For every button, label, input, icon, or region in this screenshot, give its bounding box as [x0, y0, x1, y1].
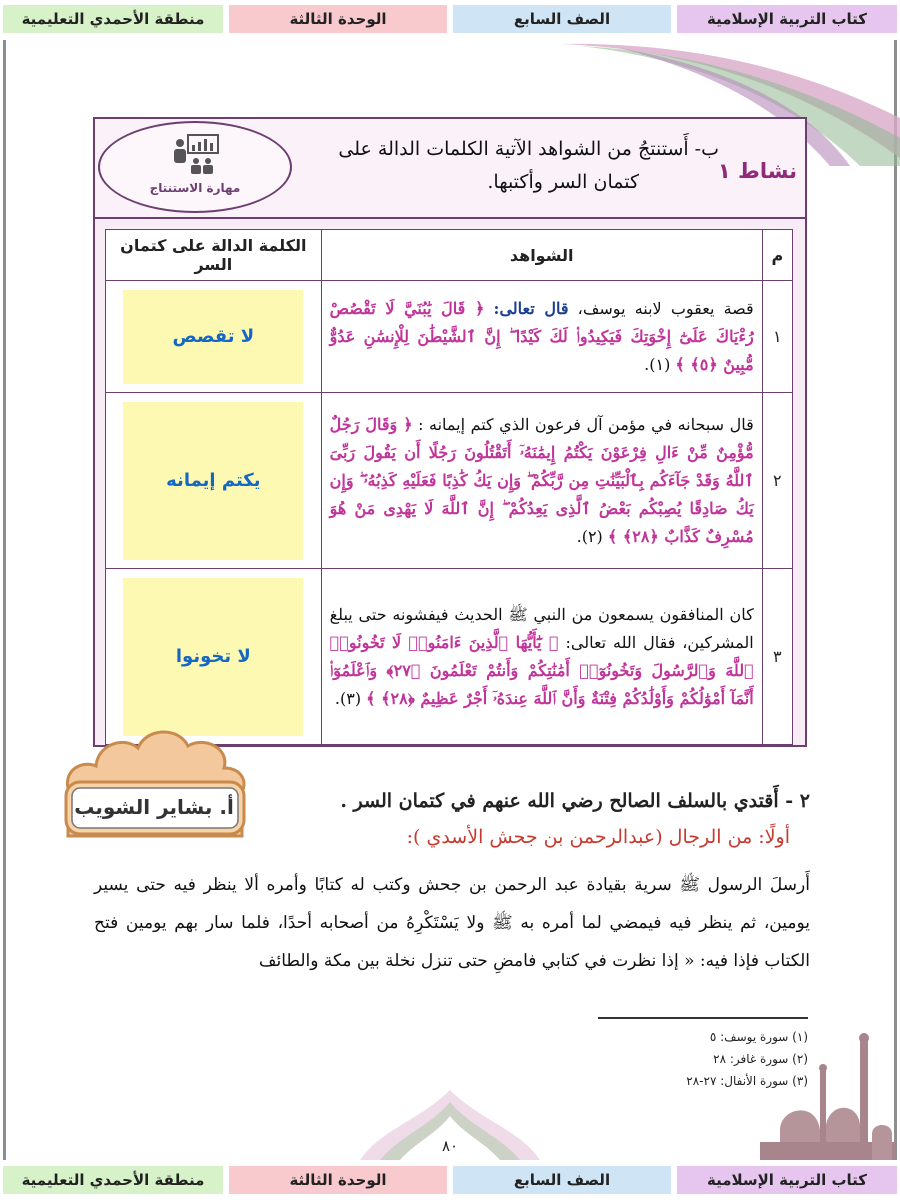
footnote-ref: (٢). — [576, 526, 603, 546]
district-label: منطقة الأحمدي التعليمية — [3, 5, 223, 33]
answer-cell — [106, 393, 322, 569]
district-label: منطقة الأحمدي التعليمية — [3, 1166, 223, 1194]
quran-verse: ﴿ قَالَ يَٰبُنَيَّ لَا تَقْصُصْ رُءْيَاكَ عَلَىٰٓ إِخْوَتِكَ فَيَكِيدُوا۟ لَكَ كَيْدًا ۖ إِنَّ ٱلشَّيْطَٰنَ لِلْإِنسَٰنِ عَدُوٌّ مُّبِينٌ ﴿٥﴾ ﴾ — [329, 298, 754, 374]
footnote-ref: (٣). — [334, 688, 362, 708]
evidence-intro: كان المنافقون يسمعون من النبي ﷺ الحديث فيفشونه حتى يبلغ المشركين، فقال الله تعالى: — [329, 604, 754, 652]
quran-verse: ﴿ وَقَالَ رَجُلٌ مُّؤْمِنٌ مِّنْ ءَالِ فِرْعَوْنَ يَكْتُمُ إِيمَٰنَهُۥٓ أَتَقْتُلُونَ رَجُلًا أَن يَقُولَ رَبِّىَ ٱللَّهُ وَقَدْ جَآءَكُم بِٱلْبَيِّنَٰتِ مِن رَّبِّكُمْ ۖ وَإِن يَكُ كَٰذِبًا فَعَلَيْهِ كَذِبُهُۥ ۖ وَإِن يَكُ صَادِقًا يُصِبْكُم بَعْضُ ٱلَّذِى يَعِدُكُمْ ۖ إِنَّ ٱللَّهَ لَا يَهْدِى مَنْ هُوَ مُسْرِفٌ كَذَّابٌ ﴿٢٨﴾ ﴾ — [329, 414, 754, 546]
evidence-table — [105, 229, 793, 745]
footnote-1: (١) سورة يوسف: ٥ — [709, 1030, 808, 1044]
answer-cell — [106, 281, 322, 393]
section-subtitle: أولًا: من الرجال (عبدالرحمن بن جحش الأسدي ): — [406, 826, 790, 848]
header-num: م — [762, 230, 792, 281]
instruction-line-2: كتمان السر وأكتبها. — [487, 171, 639, 193]
mosque-silhouette-icon — [760, 1030, 896, 1160]
skill-name: مهارة الاستنتاج — [149, 181, 241, 195]
footer-band — [0, 1163, 900, 1197]
section-body: أَرسلَ الرسول ﷺ سرية بقيادة عبد الرحمن بن جحش وكتب له كتابًا وأمره ألا ينظر فيه حتى يسير يومين، ثم ينظر فيه فيمضي لما أمره به ﷺ ولا يَسْتَكْرِهُ من أصحابه أحدًا، فلما سار بهم يومين فتح الكتاب فإذا فيه: « إذا نظرت في كتابي فامضِ حتى تنزل نخلة بين مكة والطائف — [94, 875, 810, 971]
evidence-cell — [321, 569, 762, 745]
activity-header — [95, 119, 805, 219]
quran-verse: ﴿ يَٰٓأَيُّهَا ٱلَّذِينَ ءَامَنُوا۟ لَا تَخُونُوا۟ ٱللَّهَ وَٱلرَّسُولَ وَتَخُونُوٓا۟ أَمَٰنَٰتِكُمْ وَأَنتُمْ تَعْلَمُونَ ﴿٢٧﴾ وَٱعْلَمُوٓا۟ أَنَّمَآ أَمْوَٰلُكُمْ وَأَوْلَٰدُكُمْ فِتْنَةٌ وَأَنَّ ٱللَّهَ عِندَهُۥٓ أَجْرٌ عَظِيمٌ ﴿٢٨﴾ ﴾ — [329, 632, 754, 708]
evidence-intro: قال سبحانه في مؤمن آل فرعون الذي كتم إيمانه : — [418, 414, 754, 434]
header-word: الكلمة الدالة على كتمان السر — [106, 230, 322, 281]
footnote-divider — [598, 1017, 808, 1019]
answer-box[interactable]: لا تخونوا — [123, 578, 303, 736]
evidence-call: قال تعالى: — [493, 298, 569, 318]
table-header-row — [106, 230, 793, 281]
footnote-2: (٢) سورة غافر: ٢٨ — [713, 1052, 808, 1066]
row-num: ١ — [762, 281, 792, 393]
author-badge — [54, 718, 254, 840]
author-name: أ. بشاير الشويب — [74, 795, 234, 819]
unit-label: الوحدة الثالثة — [229, 1166, 447, 1194]
evidence-cell — [321, 393, 762, 569]
header-evidence: الشواهد — [321, 230, 762, 281]
footnote-ref: (١). — [644, 354, 671, 374]
activity-box — [93, 117, 807, 747]
activity-instruction — [299, 133, 719, 199]
right-border-line — [894, 40, 897, 1160]
instruction-line-1: ب- أَستنتجُ من الشواهد الآتية الكلمات الدالة على — [338, 138, 719, 160]
activity-label: نشاط ١ — [717, 159, 797, 183]
page-number: ٨٠ — [441, 1137, 459, 1155]
book-label: كتاب التربية الإسلامية — [677, 5, 897, 33]
answer-box[interactable]: لا تقصص — [123, 290, 303, 384]
book-label: كتاب التربية الإسلامية — [677, 1166, 897, 1194]
presentation-icon — [172, 133, 220, 175]
answer-box[interactable]: يكتم إيمانه — [123, 402, 303, 560]
header-band — [0, 2, 900, 36]
footnote-3: (٣) سورة الأنفال: ٢٧-٢٨ — [686, 1074, 808, 1088]
evidence-cell — [321, 281, 762, 393]
grade-label: الصف السابع — [453, 5, 671, 33]
table-row — [106, 281, 793, 393]
skill-badge — [98, 121, 292, 213]
unit-label: الوحدة الثالثة — [229, 5, 447, 33]
row-num: ٣ — [762, 569, 792, 745]
evidence-intro: قصة يعقوب لابنه يوسف، — [577, 298, 754, 318]
table-row — [106, 393, 793, 569]
row-num: ٢ — [762, 393, 792, 569]
left-border-line — [3, 40, 6, 1160]
grade-label: الصف السابع — [453, 1166, 671, 1194]
section-title: ٢ - أَقتدي بالسلف الصالح رضي الله عنهم في كتمان السر . — [340, 790, 810, 812]
